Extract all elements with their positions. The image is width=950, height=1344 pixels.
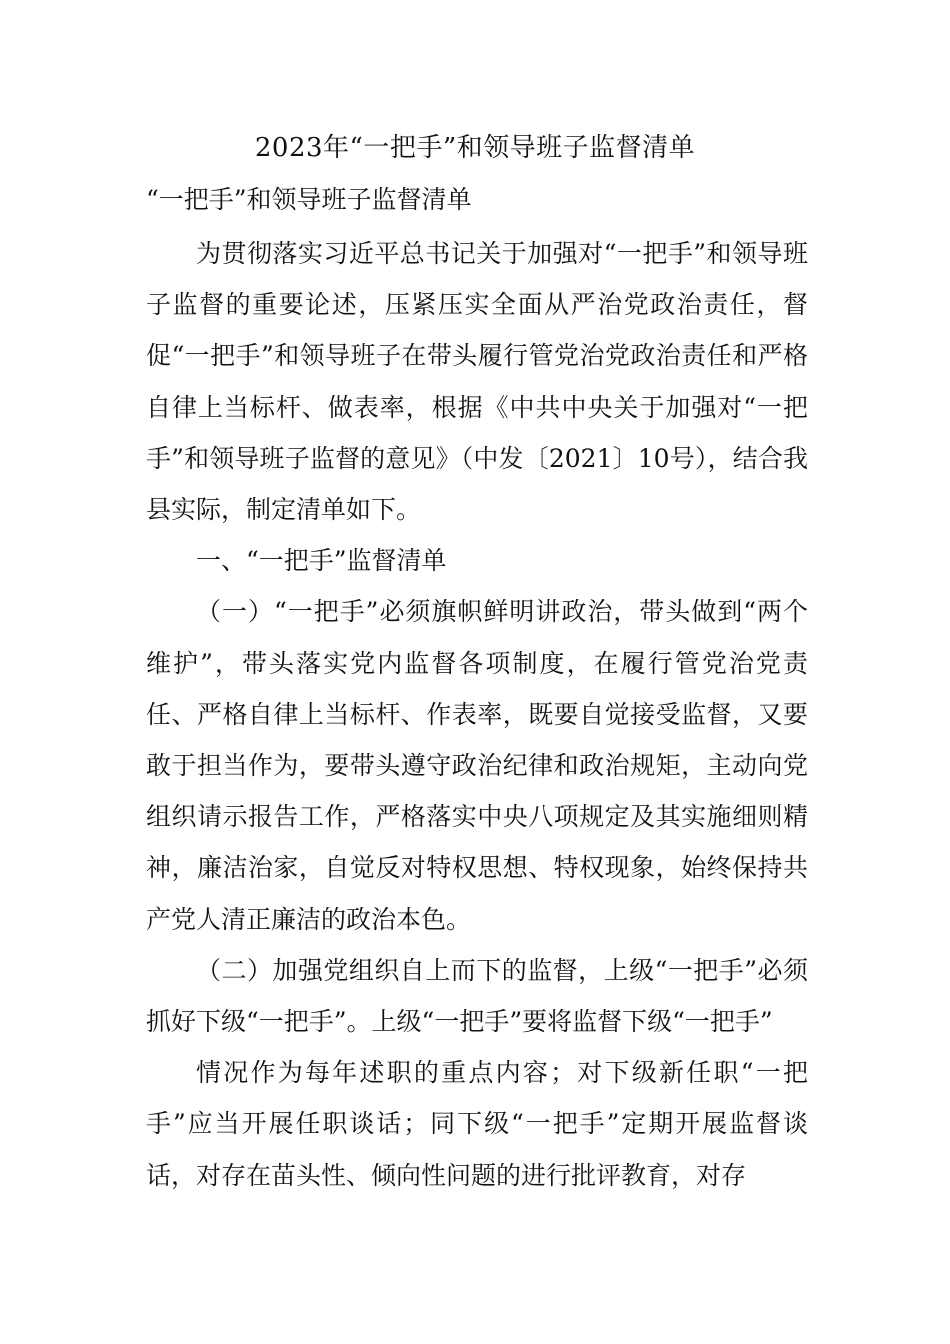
paragraph-item-2: （二）加强党组织自上而下的监督，上级“一把手”必须抓好下级“一把手”。上级“一把手”要将监督下级“一把手”: [146, 955, 808, 1037]
document-title: 2023年“一把手”和领导班子监督清单: [254, 133, 696, 163]
paragraph-item-1: （一）“一把手”必须旗帜鲜明讲政治，带头做到“两个维护”，带头落实党内监督各项制度，在履行管党治党责任、严格自律上当标杆、作表率，既要自觉接受监督，又要敢于担当作为，要带头遵守政治纪律和政治规矩，主动向党组织请示报告工作，严格落实中央八项规定及其实施细则精神，廉洁治家，自觉反对特权思想、特权现象，始终保持共产党人清正廉洁的政治本色。: [146, 597, 808, 934]
paragraph-item-2-continued: 情况作为每年述职的重点内容；对下级新任职“一把手”应当开展任职谈话；同下级“一把手”定期开展监督谈话，对存在苗头性、倾向性问题的进行批评教育，对存: [146, 1058, 808, 1190]
paragraph-intro: 为贯彻落实习近平总书记关于加强对“一把手”和领导班子监督的重要论述，压紧压实全面从严治党政治责任，督促“一把手”和领导班子在带头履行管党治党政治责任和严格自律上当标杆、做表率，根据《中共中央关于加强对“一把手”和领导班子监督的意见》（中发〔2021〕10号），结合我县实际，制定清单如下。: [146, 239, 808, 525]
document-body: [146, 228, 808, 1201]
document-subtitle: “一把手”和领导班子监督清单: [146, 185, 472, 214]
section-heading-1: 一、“一把手”监督清单: [196, 546, 447, 576]
